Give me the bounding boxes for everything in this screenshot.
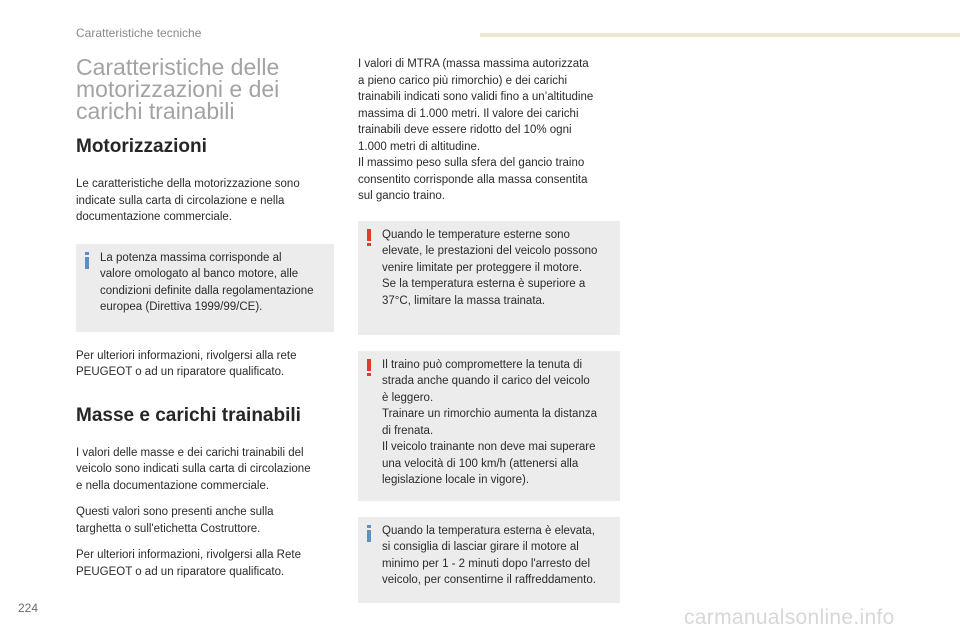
title-line: Caratteristiche delle: [76, 54, 280, 80]
text-line: Per ulteriori informazioni, rivolgersi alla Rete: [76, 549, 301, 561]
text-line: trainabili deve essere ridotto del 10% ogni: [358, 124, 572, 136]
info-box-potenza: [76, 244, 334, 332]
watermark: carmanualsonline.info: [684, 606, 895, 629]
text-line: a pieno carico più rimorchio) e dei carichi: [358, 74, 568, 87]
text-line: sul gancio traino.: [358, 190, 445, 202]
warning-icon: [366, 229, 371, 246]
text-line: legislazione locale in vigore).: [382, 474, 530, 486]
text-line: I valori di MTRA (massa massima autorizzata: [358, 58, 589, 70]
text-line: Il traino può compromettere la tenuta di: [382, 358, 583, 371]
text-line: targhetta o sull'etichetta Costruttore.: [76, 522, 261, 535]
info-box-motore: [358, 517, 620, 603]
info-icon: [84, 252, 89, 269]
motorizzazioni-heading: Motorizzazioni: [76, 136, 207, 157]
text-line: La potenza massima corrisponde al: [100, 251, 282, 264]
text-line: documentazione commerciale.: [76, 211, 232, 223]
text-line: elevate, le prestazioni del veicolo possono: [382, 245, 598, 257]
motorizzazioni-more-info: [76, 348, 334, 381]
text-line: minimo per 1 - 2 minuti dopo l'arresto del: [382, 557, 591, 570]
left-column: [76, 56, 334, 590]
section-header: Caratteristiche tecniche: [76, 26, 202, 40]
text-line: venire limitate per proteggere il motore.: [382, 261, 583, 274]
text-line: valore omologato al banco motore, alle: [100, 268, 299, 280]
text-line: si consiglia di lasciar girare il motore al: [382, 541, 579, 553]
text-line: I valori delle masse e dei carichi trainabili del: [76, 446, 304, 459]
page-number: 224: [18, 601, 39, 615]
text-line: è leggero.: [382, 391, 434, 404]
text-line: Questi valori sono presenti anche sulla: [76, 506, 274, 518]
header-divider: [480, 33, 960, 37]
warning-box-traino: [358, 351, 620, 501]
text-line: Trainare un rimorchio aumenta la distanza: [382, 408, 597, 420]
text-line: Il massimo peso sulla sfera del gancio traino: [358, 157, 585, 169]
text-line: trainabili indicati sono validi fino a un’altitudine: [358, 91, 594, 103]
text-line: veicolo, per consentirne il raffreddamento.: [382, 574, 596, 586]
masse-paragraph-2: [76, 504, 334, 537]
text-line: consentito corrisponde alla massa consentita: [358, 173, 588, 186]
text-line: veicolo sono indicati sulla carta di circolazione: [76, 463, 311, 475]
masse-paragraph-1: [76, 445, 334, 495]
text-line: di frenata.: [382, 424, 434, 437]
masse-paragraph-3: [76, 547, 334, 580]
text-line: una velocità di 100 km/h (attenersi alla: [382, 457, 579, 470]
mtra-paragraph: [358, 56, 620, 205]
text-line: 1.000 metri di altitudine.: [358, 140, 481, 153]
text-line: Quando le temperature esterne sono: [382, 228, 570, 241]
title-line: motorizzazioni e dei: [76, 76, 280, 102]
text-line: europea (Direttiva 1999/99/CE).: [100, 301, 263, 313]
motorizzazioni-intro: [76, 176, 334, 226]
text-line: indicate sulla carta di circolazione e nella: [76, 194, 285, 207]
text-line: Per ulteriori informazioni, rivolgersi alla rete: [76, 349, 297, 362]
title-line: carichi trainabili: [76, 98, 235, 124]
warning-icon: [366, 359, 371, 376]
text-line: Le caratteristiche della motorizzazione sono: [76, 178, 300, 190]
text-line: 37°C, limitare la massa trainata.: [382, 294, 546, 307]
text-line: Se la temperatura esterna è superiore a: [382, 278, 586, 290]
right-column: [358, 56, 620, 603]
text-line: Quando la temperatura esterna è elevata,: [382, 524, 595, 537]
text-line: condizioni definite dalla regolamentazione: [100, 284, 314, 297]
text-line: e nella documentazione commerciale.: [76, 479, 270, 492]
info-icon: [366, 525, 371, 542]
text-line: strada anche quando il carico del veicolo: [382, 375, 590, 387]
masse-heading: Masse e carichi trainabili: [76, 404, 301, 426]
text-line: Il veicolo trainante non deve mai superare: [382, 441, 596, 453]
warning-box-temperature: [358, 221, 620, 335]
page-title: [76, 56, 334, 122]
text-line: PEUGEOT o ad un riparatore qualificato.: [76, 565, 285, 578]
text-line: massima di 1.000 metri. Il valore dei carichi: [358, 107, 579, 120]
text-line: PEUGEOT o ad un riparatore qualificato.: [76, 366, 285, 378]
